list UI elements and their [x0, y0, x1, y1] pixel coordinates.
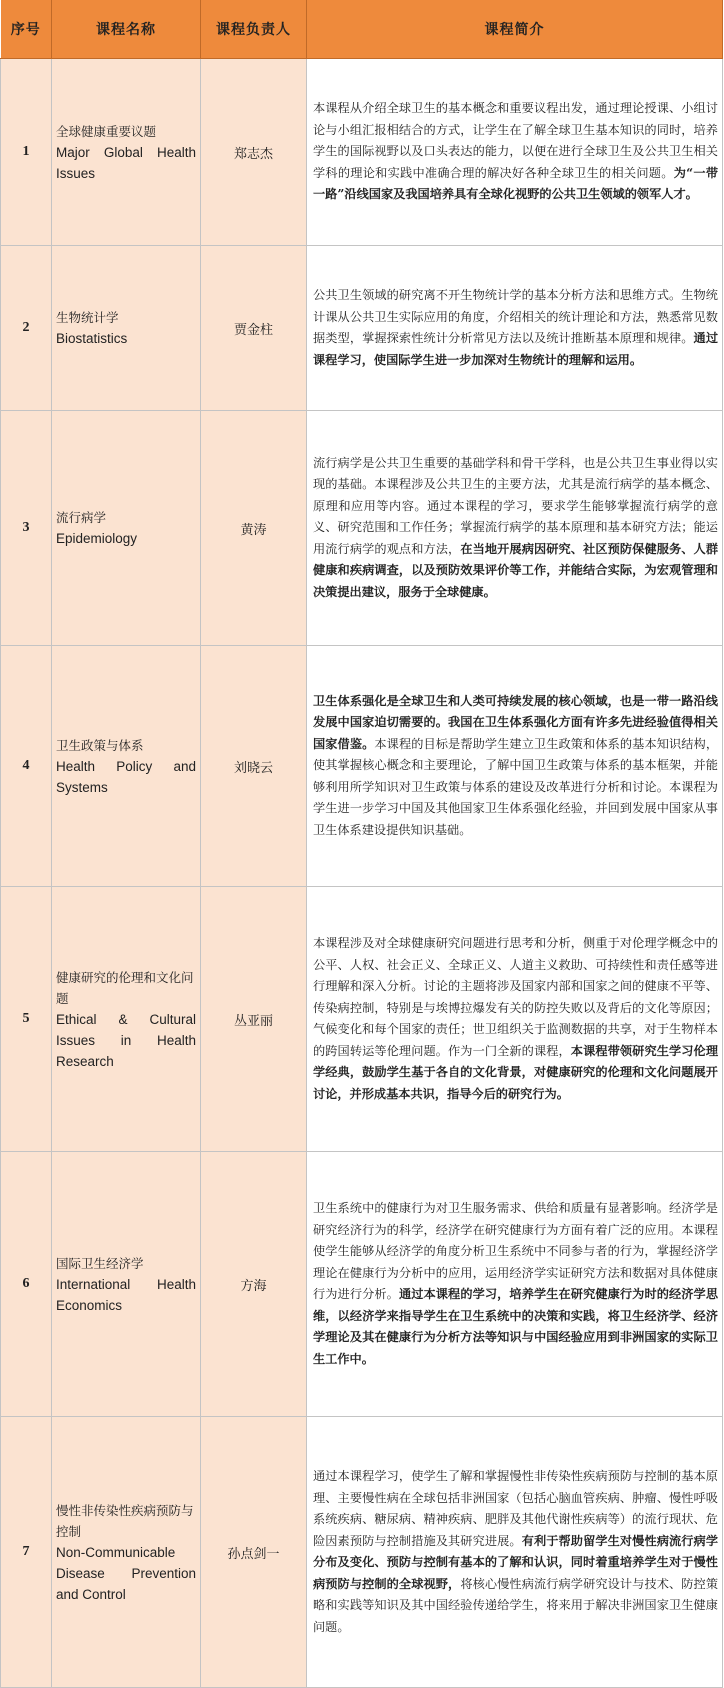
table-header-row: [1, 0, 723, 59]
course-num: 1: [1, 59, 52, 246]
course-desc: [307, 1417, 723, 1688]
desc-bold-text: 本课程带领研究生学习伦理学经典，鼓励学生基于各自的文化背景，对健康研究的伦理和文化问题展开讨论，并形成基本共识，指导今后的研究行为。: [313, 1043, 719, 1101]
course-lead: 方海: [201, 1152, 307, 1417]
course-num: 3: [1, 411, 52, 646]
course-desc: [307, 59, 723, 246]
course-name-en: International Health Economics: [56, 1276, 196, 1313]
course-name: [52, 1152, 201, 1417]
course-name-en: Ethical & Cultural Issues in Health Research: [56, 1011, 196, 1069]
course-desc: [307, 246, 723, 411]
table-row: [1, 1417, 723, 1688]
course-lead: 贾金柱: [201, 246, 307, 411]
course-num: 7: [1, 1417, 52, 1688]
course-name-en: Non-Communicable Disease Prevention and Control: [56, 1544, 196, 1602]
course-name-zh: 全球健康重要议题: [56, 123, 157, 139]
desc-bold-text: 在当地开展病因研究、社区预防保健服务、人群健康和疾病调查，以及预防效果评价等工作，并能结合实际，为宏观管理和决策提出建议，服务于全球健康。: [313, 541, 719, 599]
desc-text: 流行病学是公共卫生重要的基础学科和骨干学科，也是公共卫生事业得以实现的基础。本课程涉及公共卫生的主要方法，尤其是流行病学的基本概念、原理和应用等内容。通过本课程的学习，要求学生能够掌握流行病学的意义、研究范围和工作任务；掌握流行病学的基本原理和基本研究方法；能运用流行病学的观点和方法，: [313, 455, 718, 556]
course-name: [52, 1417, 201, 1688]
desc-bold-text: 有利于帮助留学生对慢性病流行病学分布及变化、预防与控制有基本的了解和认识，同时着重培养学生对于慢性病预防与控制的全球视野，: [313, 1533, 719, 1591]
desc-bold-text: 通过课程学习，使国际学生进一步加深对生物统计的理解和运用。: [313, 331, 719, 367]
desc-text: 卫生系统中的健康行为对卫生服务需求、供给和质量有显著影响。经济学是研究经济行为的科学，经济学在研究健康行为方面有着广泛的应用。本课程使学生能够从经济学的角度分析卫生系统中不同参与者的行为，掌握经济学理论在健康行为分析中的应用，运用经济学实证研究方法和数据对具体健康行为进行分析。: [313, 1201, 718, 1301]
desc-tail-text: 本课程的目标是帮助学生建立卫生政策和体系的基本知识结构，使其掌握核心概念和主要理论，了解中国卫生政策与体系的基本框架，并能够利用所学知识对卫生政策与体系的建设及改革进行分析和讨论。本课程为学生进一步学习中国及其他国家卫生体系强化经验，并回到发展中国家从事卫生体系建设提供知识基础。: [313, 736, 719, 837]
course-num: 5: [1, 887, 52, 1152]
desc-bold-text: 通过本课程的学习，培养学生在研究健康行为时的经济学思维，以经济学来指导学生在卫生系统中的决策和实践，将卫生经济学、经济学理论及其在健康行为分析方法等知识与中国经验应用到非洲国家的实际卫生工作中。: [313, 1287, 719, 1366]
course-name: [52, 646, 201, 887]
course-lead: 黄涛: [201, 411, 307, 646]
table-row: [1, 59, 723, 246]
course-name-zh: 生物统计学: [56, 310, 119, 325]
course-name-zh: 卫生政策与体系: [56, 737, 144, 753]
course-lead: 刘晓云: [201, 646, 307, 887]
desc-bold-text: 卫生体系强化是全球卫生和人类可持续发展的核心领域，也是一带一路沿线发展中国家迫切需要的。我国在卫生体系强化方面有许多先进经验值得相关国家借鉴。: [313, 693, 718, 751]
course-lead: 郑志杰: [201, 59, 307, 246]
course-name-zh: 国际卫生经济学: [56, 1255, 144, 1271]
course-name: [52, 246, 201, 411]
desc-tail-text: 将核心慢性病流行病学研究设计与技术、防控策略和实践等知识及其中国经验传递给学生，将来用于解决非洲国家卫生健康问题。: [313, 1576, 719, 1634]
header-course-lead: 课程负责人: [201, 0, 307, 59]
course-desc: [307, 646, 723, 887]
course-name: [52, 59, 201, 246]
course-name-zh: 流行病学: [56, 510, 107, 525]
table-row: [1, 887, 723, 1152]
desc-bold-text: 为“一带一路”沿线国家及我国培养具有全球化视野的公共卫生领域的领军人才。: [313, 165, 719, 202]
course-desc: [307, 1152, 723, 1417]
course-name-en: Epidemiology: [56, 531, 138, 546]
course-desc: [307, 887, 723, 1152]
course-name-en: Major Global Health Issues: [56, 144, 196, 181]
course-name-en: Biostatistics: [56, 331, 128, 346]
course-lead: 丛亚丽: [201, 887, 307, 1152]
course-num: 4: [1, 646, 52, 887]
course-name: [52, 887, 201, 1152]
course-name-en: Health Policy and Systems: [56, 758, 196, 795]
course-name-zh: 健康研究的伦理和文化问题: [56, 969, 194, 1006]
desc-text: 通过本课程学习，使学生了解和掌握慢性非传染性疾病预防与控制的基本原理、主要慢性病在全球包括非洲国家（包括心脑血管疾病、肿瘤、慢性呼吸系统疾病、糖尿病、精神疾病、肥胖及其他代谢性疾病等）的流行现状、危险因素预防与控制措施及其研究进展。: [313, 1469, 718, 1548]
course-num: 6: [1, 1152, 52, 1417]
table-row: [1, 646, 723, 887]
header-num: 序号: [1, 0, 52, 59]
header-course-desc: 课程简介: [307, 0, 723, 59]
table-row: [1, 246, 723, 411]
header-course-name: 课程名称: [52, 0, 201, 59]
course-num: 2: [1, 246, 52, 411]
course-name-zh: 慢性非传染性疾病预防与控制: [56, 1502, 194, 1539]
course-name: [52, 411, 201, 646]
desc-text: 本课程涉及对全球健康研究问题进行思考和分析，侧重于对伦理学概念中的公平、人权、社会正义、全球正义、人道主义救助、可持续性和责任感等进行理解和深入分析。讨论的主题将涉及国家内部和国家之间的健康不平等、传染病控制，特别是与埃博拉爆发有关的防控失败以及背后的文化等原因；气候变化和每个国家的责任；世卫组织关于监测数据的共享，对于生物样本的跨国转运等伦理问题。作为一门全新的课程，: [313, 936, 718, 1058]
course-desc: [307, 411, 723, 646]
desc-text: 本课程从介绍全球卫生的基本概念和重要议程出发，通过理论授课、小组讨论与小组汇报相结合的方式，让学生在了解全球卫生基本知识的同时，培养学生的国际视野以及口头表达的能力，以便在进行全球卫生及公共卫生相关学科的理论和实践中准确合理的解决好各种全球卫生的相关问题。: [313, 101, 718, 180]
table-row: [1, 1152, 723, 1417]
course-lead: 孙点剑一: [201, 1417, 307, 1688]
desc-text: 公共卫生领域的研究离不开生物统计学的基本分析方法和思维方式。生物统计课从公共卫生实际应用的角度，介绍相关的统计理论和方法，熟悉常见数据类型，掌握探索性统计分析常见方法以及统计推断基本原理和规律。: [313, 288, 718, 345]
table-row: [1, 411, 723, 646]
